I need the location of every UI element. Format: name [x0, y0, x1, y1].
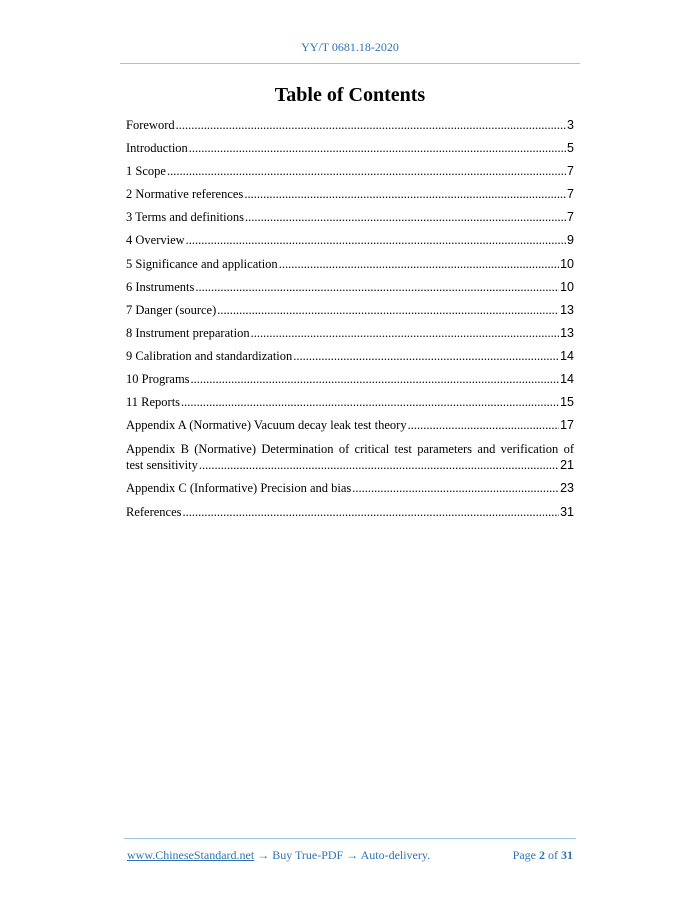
toc-title: Table of Contents [274, 84, 426, 106]
toc-leader-dots [217, 303, 559, 318]
toc-entry-page: 7 [567, 210, 574, 225]
toc-entry-page: 15 [560, 395, 574, 410]
toc-entry-page: 7 [567, 164, 574, 179]
toc-entry-references[interactable] [126, 505, 574, 520]
toc-entry-page: 13 [560, 302, 574, 317]
toc-entry-label: Introduction [126, 141, 188, 156]
toc-entry-calibration[interactable] [126, 349, 574, 364]
toc-entry-appendix-c[interactable] [126, 481, 574, 496]
table-of-contents [126, 118, 574, 528]
toc-entry-programs[interactable] [126, 372, 574, 387]
toc-entry-label: 3 Terms and definitions [126, 210, 244, 225]
toc-entry-page: 5 [567, 141, 574, 156]
toc-entry-normative-references[interactable] [126, 187, 574, 202]
toc-entry-page: 14 [560, 372, 574, 387]
page-footer [127, 848, 573, 863]
footer-divider [124, 838, 576, 839]
toc-leader-dots [352, 481, 559, 496]
footer-promo [127, 848, 430, 863]
header-divider [120, 63, 580, 64]
toc-leader-dots [279, 257, 559, 272]
toc-entry-reports[interactable] [126, 395, 574, 410]
running-header: YY/T 0681.18-2020 [301, 40, 399, 54]
toc-leader-dots [293, 349, 559, 364]
toc-entry-page: 7 [567, 187, 574, 202]
toc-entry-label: 8 Instrument preparation [126, 325, 250, 340]
toc-entry-label: 9 Calibration and standardization [126, 348, 293, 363]
toc-entry-instrument-preparation[interactable] [126, 326, 574, 341]
toc-entry-page: 13 [560, 325, 574, 340]
toc-entry-label: 11 Reports [126, 395, 181, 410]
toc-leader-dots [176, 118, 566, 133]
toc-leader-dots [167, 164, 566, 179]
toc-entry-label: Appendix A (Normative) Vacuum decay leak test theory [126, 418, 407, 433]
toc-entry-label: 2 Normative references [126, 187, 244, 202]
toc-entry-label: Appendix C (Informative) Precision and bias [126, 481, 352, 496]
toc-entry-appendix-b[interactable] [126, 441, 574, 473]
toc-leader-dots [186, 233, 566, 248]
footer-promo-text: → Buy True-PDF → Auto-delivery. [254, 848, 431, 862]
toc-leader-dots [181, 395, 559, 410]
toc-entry-label: Foreword [126, 118, 175, 132]
toc-leader-dots [251, 326, 560, 341]
toc-entry-label-line1: Appendix B (Normative) Determination of critical test parameters and verification of [126, 442, 574, 457]
toc-entry-page: 17 [560, 418, 574, 433]
toc-entry-danger[interactable] [126, 303, 574, 318]
toc-entry-terms-definitions[interactable] [126, 210, 574, 225]
toc-entry-appendix-a[interactable] [126, 418, 574, 433]
toc-leader-dots [195, 280, 559, 295]
toc-entry-page: 14 [560, 348, 574, 363]
toc-entry-label: 5 Significance and application [126, 256, 278, 271]
toc-leader-dots [189, 141, 566, 156]
toc-entry-page: 3 [567, 118, 574, 132]
toc-entry-label-line2: test sensitivity [126, 458, 198, 473]
toc-entry-foreword[interactable] [126, 118, 574, 133]
page-number [513, 848, 573, 863]
toc-entry-overview[interactable] [126, 233, 574, 248]
page-total: 31 [561, 848, 573, 862]
toc-leader-dots [183, 505, 560, 520]
toc-entry-label: 1 Scope [126, 164, 166, 179]
toc-leader-dots [245, 210, 566, 225]
toc-entry-significance[interactable] [126, 257, 574, 272]
toc-entry-instruments[interactable] [126, 280, 574, 295]
toc-entry-label: 6 Instruments [126, 279, 195, 294]
toc-entry-label: References [126, 504, 182, 519]
toc-entry-page: 9 [567, 233, 574, 248]
toc-entry-page: 10 [560, 256, 574, 271]
toc-entry-label: 7 Danger (source) [126, 302, 217, 317]
toc-leader-dots [199, 457, 559, 473]
page-of: of [545, 848, 561, 862]
page-prefix: Page [512, 848, 539, 862]
toc-entry-label: 4 Overview [126, 233, 185, 248]
chinesestandard-link[interactable]: www.ChineseStandard.net [127, 848, 255, 862]
toc-entry-page: 23 [560, 481, 574, 496]
toc-leader-dots [244, 187, 566, 202]
toc-entry-introduction[interactable] [126, 141, 574, 156]
toc-entry-label: 10 Programs [126, 372, 190, 387]
toc-leader-dots [191, 372, 560, 387]
page-current: 2 [539, 848, 545, 862]
toc-entry-page: 21 [560, 458, 574, 473]
toc-entry-scope[interactable] [126, 164, 574, 179]
toc-entry-page: 10 [560, 279, 574, 294]
toc-leader-dots [408, 418, 560, 433]
toc-entry-page: 31 [560, 504, 574, 519]
